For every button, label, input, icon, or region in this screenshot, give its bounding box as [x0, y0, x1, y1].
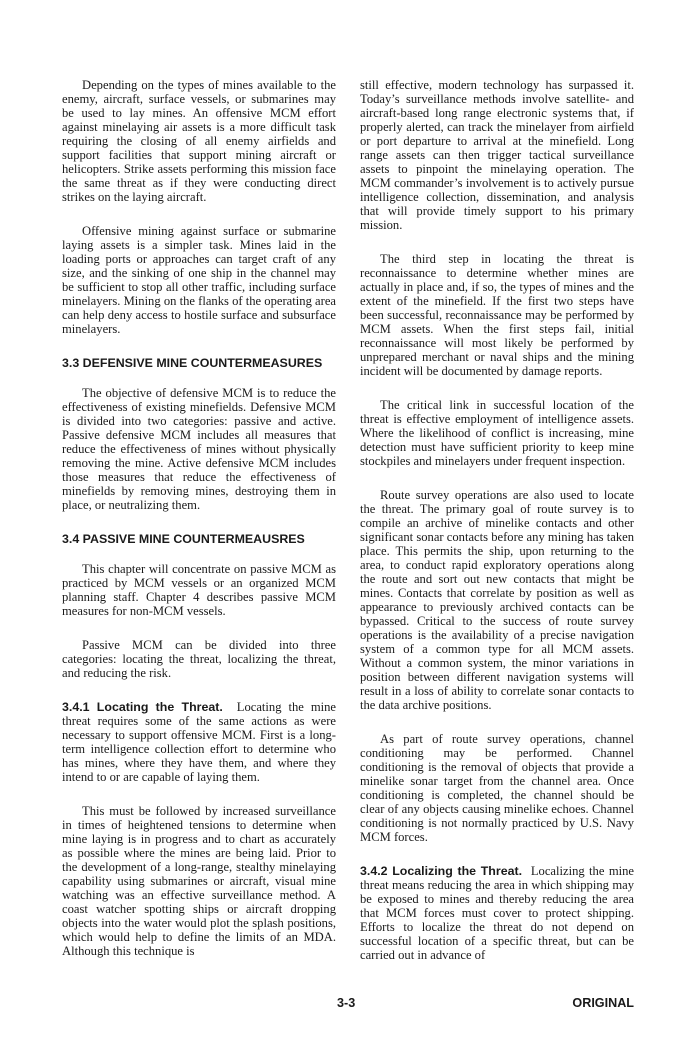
- page-number: 3-3: [337, 996, 356, 1010]
- paragraph-text: Localizing the mine threat means reducing the area in which shipping may be exposed to mines and thereby reducing the area that MCM forces must cover to protect shipping. Efforts to localize the threat do not depend on successful location of a specific threat, but can be carried out in advance of: [360, 864, 635, 962]
- page-footer: [62, 996, 634, 1026]
- paragraph: As part of route survey operations, channel conditioning may be performed. Channel conditioning is the removal of objects that provide a minelike sonar target from the channel area. Once conditioning is completed, the channel should be clear of any objects causing minelike echoes. Channel conditioning is not normally practiced by U.S. Navy MCM forces.: [360, 732, 634, 844]
- paragraph: Route survey operations are also used to locate the threat. The primary goal of route survey is to compile an archive of minelike contacts and other significant sonar contacts before any mining has taken place. This permits the ship, upon returning to the area, to conduct rapid exploratory operations along the route and sort out new contacts that might be mines. Contacts that correlate by position as well as appearance to previously archived contacts can be bypassed. Critical to the success of route survey operations is the availability of a precise navigation system of a common type for all MCM assets. Without a common system, the minor variations in position between different navigation systems will result in a loss of ability to correlate sonar contacts to the data archive positions.: [360, 488, 634, 712]
- section-heading-3-3: 3.3 DEFENSIVE MINE COUNTERMEASURES: [62, 356, 323, 370]
- paragraph: The third step in locating the threat is reconnaissance to determine whether mines are actually in place and, if so, the types of mines and the extent of the minefield. If the first two steps have been successful, reconnaissance may be performed by MCM assets. When the first steps fail, initial reconnaissance will most likely be performed by unprepared merchant or naval ships and the mining incident will be documented by damage reports.: [360, 252, 634, 378]
- subsection-heading-3-4-2: 3.4.2 Localizing the Threat.: [360, 864, 523, 878]
- subsection-heading-3-4-1: 3.4.1 Locating the Threat.: [62, 700, 223, 714]
- page-status: ORIGINAL: [572, 996, 634, 1010]
- paragraph: Depending on the types of mines available to the enemy, aircraft, surface vessels, or submarines may be used to lay mines. An offensive MCM effort against minelaying air assets is a more difficult task requiring the closing of all enemy airfields and support facilities that support mining aircraft or helicopters. Strike assets performing this mission face the same threat as if they were conducting direct strikes on the laying aircraft.: [62, 78, 336, 204]
- paragraph: The objective of defensive MCM is to reduce the effectiveness of existing minefields. Defensive MCM is divided into two categories: passive and active. Passive defensive MCM includes all measures that reduce the effectiveness of mines without physically removing the mine. Active defensive MCM includes those measures that reduce the effectiveness of minefields by removing mines, destroying them in place, or neutralizing them.: [62, 386, 336, 512]
- right-column: [360, 78, 634, 982]
- paragraph: still effective, modern technology has surpassed it. Today’s surveillance methods involve satellite- and aircraft-based long range electronic systems that, if properly alerted, can track the minelayer from airfield or port departure to arrival at the minefield. Long range assets can then trigger tactical surveillance assets to pinpoint the minelaying operation. The MCM commander’s involvement is to actively pursue intelligence collection, dissemination, and analysis that will provide timely support to his primary mission.: [360, 78, 634, 232]
- section-heading-3-4: 3.4 PASSIVE MINE COUNTERMEAUSRES: [62, 532, 305, 546]
- paragraph: The critical link in successful location of the threat is effective employment of intelligence assets. Where the likelihood of conflict is increasing, mine detection must have sufficient priority to keep mine stockpiles and minelayers under frequent inspection.: [360, 398, 634, 468]
- paragraph: This chapter will concentrate on passive MCM as practiced by MCM vessels or an organized MCM planning staff. Chapter 4 describes passive MCM measures for non-MCM vessels.: [62, 562, 336, 618]
- left-column: [62, 78, 336, 982]
- subsection-3-4-2: [360, 864, 634, 962]
- paragraph: Passive MCM can be divided into three categories: locating the threat, localizing the threat, and reducing the risk.: [62, 638, 336, 680]
- subsection-3-4-1: [62, 700, 336, 784]
- paragraph: This must be followed by increased surveillance in times of heightened tensions to determine when mine laying is in progress and to chart as accurately as possible where the mines are being laid. Prior to the development of a long-range, stealthy minelaying capability using submarines or aircraft, visual mine watching was an effective surveillance method. A coast watcher spotting ships or aircraft dropping objects into the water would plot the splash positions, which would help to define the limits of an MDA. Although this technique is: [62, 804, 336, 958]
- paragraph: Offensive mining against surface or submarine laying assets is a simpler task. Mines laid in the loading ports or approaches can target craft of any size, and the sinking of one ship in the channel may be sufficient to stop all other traffic, including surface minelayers. Mining on the flanks of the operating area can help deny access to hostile surface and subsurface minelayers.: [62, 224, 336, 336]
- paragraph-text: Locating the mine threat requires some of the same actions as were necessary to support offensive MCM. First is a long-term intelligence collection effort to determine who has mines, where they have them, and where they intend to or are capable of laying them.: [62, 700, 337, 784]
